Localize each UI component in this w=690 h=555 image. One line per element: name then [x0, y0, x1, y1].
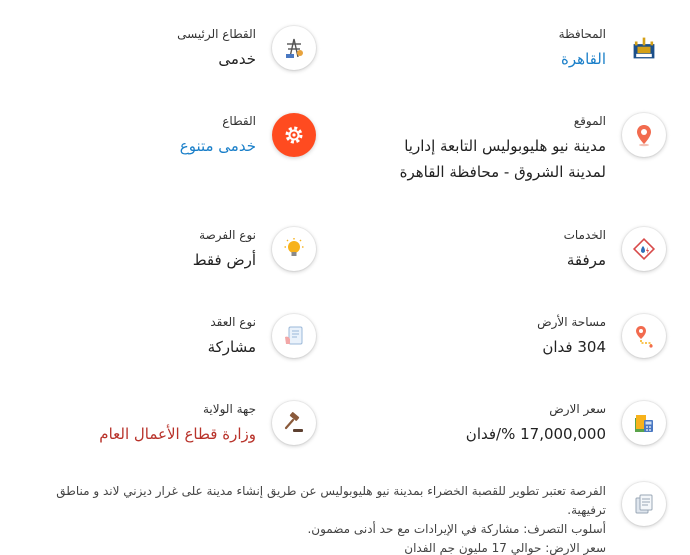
land-area-item — [537, 314, 666, 360]
land-price-label: سعر الارض — [549, 402, 606, 416]
utilities-icon — [622, 227, 666, 271]
governorate-label: المحافظة — [558, 27, 606, 41]
services-label: الخدمات — [563, 228, 606, 242]
cairo-governorate-logo-icon — [622, 26, 666, 70]
governorate-value[interactable]: القاهرة — [561, 50, 606, 68]
opportunity-type-value: أرض فقط — [192, 251, 256, 269]
opportunity-type-label: نوع الفرصة — [199, 228, 256, 242]
location-value-line1: مدينة نيو هليوبوليس التابعة إداريا — [404, 137, 606, 155]
authority-item — [99, 401, 316, 447]
description-section — [36, 482, 666, 555]
authority-label: جهة الولاية — [202, 402, 256, 416]
land-price-item — [466, 401, 666, 447]
land-price-value: 17,000,000 %/فدان — [465, 425, 606, 443]
main-sector-item — [177, 26, 316, 72]
documents-icon — [622, 482, 666, 526]
main-sector-label: القطاع الرئيسى — [177, 27, 256, 41]
location-label: الموقع — [573, 114, 606, 128]
services-item — [564, 227, 666, 273]
map-pin-route-icon — [622, 314, 666, 358]
gavel-icon — [272, 401, 316, 445]
location-value-line2: لمدينة الشروق - محافظة القاهرة — [399, 163, 606, 181]
gear-icon — [272, 113, 316, 157]
sector-value[interactable]: خدمى متنوع — [179, 137, 256, 155]
description-line-2: ترفيهية. — [567, 503, 606, 517]
services-value: مرفقة — [566, 251, 606, 269]
governorate-item — [559, 26, 666, 72]
contract-type-label: نوع العقد — [210, 315, 256, 329]
location-pin-icon — [622, 113, 666, 157]
authority-value: وزارة قطاع الأعمال العام — [99, 425, 256, 443]
location-item — [400, 113, 666, 185]
money-calculator-icon — [622, 401, 666, 445]
main-sector-value: خدمى — [218, 50, 256, 68]
lightbulb-icon — [272, 227, 316, 271]
sector-label: القطاع — [222, 114, 256, 128]
contract-type-value: مشاركة — [207, 338, 256, 356]
description-line-3: أسلوب التصرف: مشاركة في الإيرادات مع حد أدنى مضمون. — [307, 522, 606, 536]
description-line-4: سعر الارض: حوالي 17 مليون جم الفدان — [404, 541, 606, 555]
land-area-label: مساحة الأرض — [537, 315, 606, 329]
contract-document-icon — [272, 314, 316, 358]
electric-tower-icon — [272, 26, 316, 70]
opportunity-type-item — [193, 227, 316, 273]
sector-item — [180, 113, 316, 159]
land-area-value: 304 فدان — [542, 338, 606, 356]
contract-type-item — [208, 314, 316, 360]
description-line-1: الفرصة تعتبر تطوير للقصبة الخضراء بمدينة نيو هليوبوليس عن طريق إنشاء مدينة على غرار ديزني لاند و مناطق — [56, 484, 606, 498]
